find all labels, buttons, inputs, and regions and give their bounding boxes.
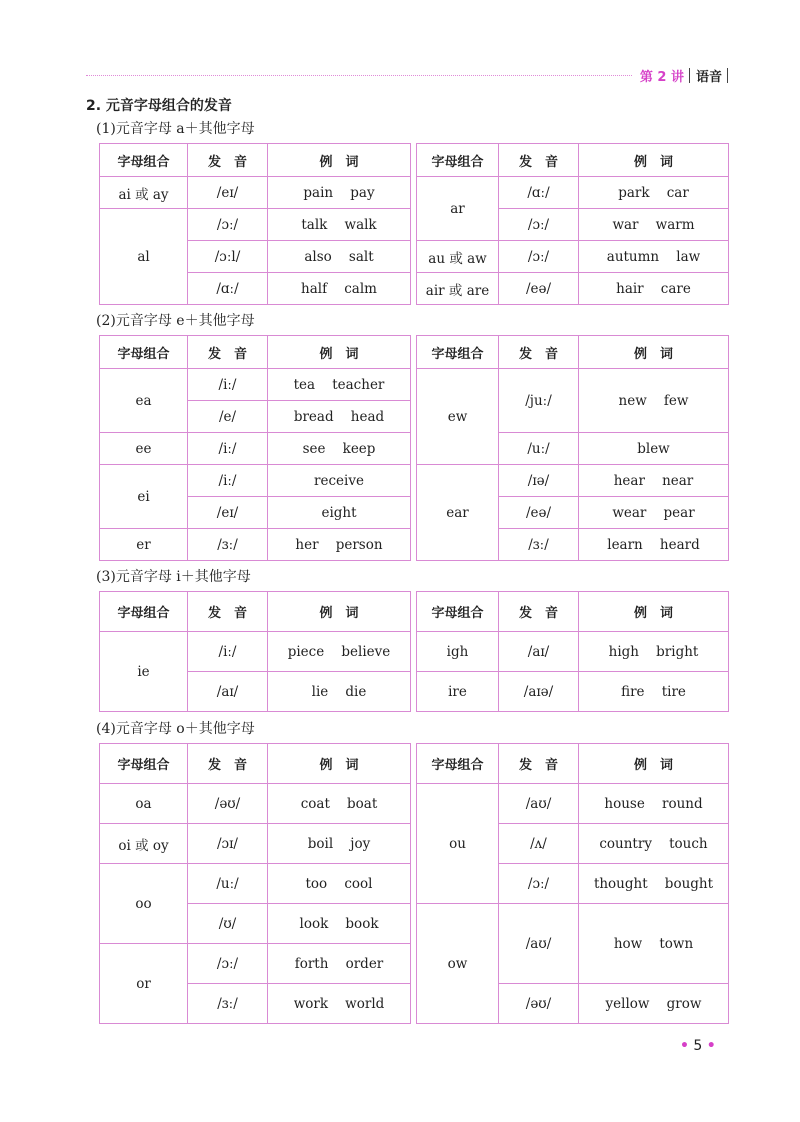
examples-cell: work world <box>268 984 411 1024</box>
examples-cell: how town <box>579 904 729 984</box>
examples-cell: receive <box>268 465 411 497</box>
subtitle-a: (1)元音字母 a＋其他字母 <box>96 121 255 137</box>
sound-cell: /ɔː/ <box>499 209 579 241</box>
sound-cell: /eə/ <box>499 273 579 305</box>
examples-cell: house round <box>579 784 729 824</box>
sound-cell: /eə/ <box>499 497 579 529</box>
header-examples: 例 词 <box>579 144 729 177</box>
sound-cell: /uː/ <box>499 433 579 465</box>
sound-cell: /əʊ/ <box>188 784 268 824</box>
combo-cell: au 或 aw <box>417 241 499 273</box>
header-combo: 字母组合 <box>417 336 499 369</box>
table-header-row <box>100 336 729 369</box>
table-i-combinations <box>99 591 729 712</box>
table-header-row <box>100 592 729 632</box>
header-examples: 例 词 <box>579 744 729 784</box>
header-combo: 字母组合 <box>100 592 188 632</box>
examples-cell: too cool <box>268 864 411 904</box>
examples-cell: hair care <box>579 273 729 305</box>
sound-cell: /aɪə/ <box>499 672 579 712</box>
examples-cell: lie die <box>268 672 411 712</box>
header-sound: 发 音 <box>499 144 579 177</box>
examples-cell: coat boat <box>268 784 411 824</box>
examples-cell: bread head <box>268 401 411 433</box>
examples-cell: country touch <box>579 824 729 864</box>
sound-cell: /iː/ <box>188 369 268 401</box>
examples-cell: eight <box>268 497 411 529</box>
sound-cell: /ɜː/ <box>499 529 579 561</box>
sound-cell: /e/ <box>188 401 268 433</box>
combo-cell: ire <box>417 672 499 712</box>
sound-cell: /ɑː/ <box>188 273 268 305</box>
examples-cell: fire tire <box>579 672 729 712</box>
sound-cell: /ɑː/ <box>499 177 579 209</box>
examples-cell: see keep <box>268 433 411 465</box>
sound-cell: /ɪə/ <box>499 465 579 497</box>
combo-cell: er <box>100 529 188 561</box>
examples-cell: boil joy <box>268 824 411 864</box>
header-examples: 例 词 <box>268 336 411 369</box>
sound-cell: /eɪ/ <box>188 497 268 529</box>
header-sound: 发 音 <box>499 744 579 784</box>
header-combo: 字母组合 <box>417 592 499 632</box>
subtitle-e: (2)元音字母 e＋其他字母 <box>96 313 255 329</box>
sound-cell: /ɜː/ <box>188 984 268 1024</box>
examples-cell: tea teacher <box>268 369 411 401</box>
header-examples: 例 词 <box>268 592 411 632</box>
examples-cell: park car <box>579 177 729 209</box>
header-sound: 发 音 <box>499 336 579 369</box>
header-divider <box>727 68 728 83</box>
combo-cell: oo <box>100 864 188 944</box>
examples-cell: pain pay <box>268 177 411 209</box>
sound-cell: /aɪ/ <box>499 632 579 672</box>
combo-cell: ew <box>417 369 499 465</box>
examples-cell: hear near <box>579 465 729 497</box>
subtitle-o: (4)元音字母 o＋其他字母 <box>96 721 255 737</box>
combo-cell: ee <box>100 433 188 465</box>
table-header-row <box>100 144 729 177</box>
header-combo: 字母组合 <box>100 744 188 784</box>
examples-cell: high bright <box>579 632 729 672</box>
header-combo: 字母组合 <box>100 336 188 369</box>
sound-cell: /ɔː/ <box>499 864 579 904</box>
sound-cell: /ʌ/ <box>499 824 579 864</box>
combo-cell: air 或 are <box>417 273 499 305</box>
table-e-combinations <box>99 335 729 561</box>
header-examples: 例 词 <box>579 336 729 369</box>
table-o-combinations <box>99 743 729 1024</box>
sound-cell: /ɜː/ <box>188 529 268 561</box>
combo-cell: oi 或 oy <box>100 824 188 864</box>
sound-cell: /iː/ <box>188 465 268 497</box>
table-a-combinations <box>99 143 729 305</box>
header-sound: 发 音 <box>499 592 579 632</box>
examples-cell: also salt <box>268 241 411 273</box>
sound-cell: /ʊ/ <box>188 904 268 944</box>
header-divider <box>689 68 690 83</box>
lecture-topic: 语音 <box>695 70 722 85</box>
sound-cell: /ɔːl/ <box>188 241 268 273</box>
sound-cell: /əʊ/ <box>499 984 579 1024</box>
combo-cell: ow <box>417 904 499 1024</box>
examples-cell: autumn law <box>579 241 729 273</box>
examples-cell: yellow grow <box>579 984 729 1024</box>
sound-cell: /ɔɪ/ <box>188 824 268 864</box>
examples-cell: piece believe <box>268 632 411 672</box>
sound-cell: /juː/ <box>499 369 579 433</box>
examples-cell: wear pear <box>579 497 729 529</box>
combo-cell: oa <box>100 784 188 824</box>
examples-cell: thought bought <box>579 864 729 904</box>
examples-cell: war warm <box>579 209 729 241</box>
header-examples: 例 词 <box>268 744 411 784</box>
sound-cell: /ɔː/ <box>499 241 579 273</box>
section-title: 2. 元音字母组合的发音 <box>86 98 232 114</box>
header-sound: 发 音 <box>188 336 268 369</box>
sound-cell: /iː/ <box>188 632 268 672</box>
combo-cell: ie <box>100 632 188 712</box>
header-examples: 例 词 <box>268 144 411 177</box>
header-examples: 例 词 <box>579 592 729 632</box>
header-combo: 字母组合 <box>417 744 499 784</box>
examples-cell: blew <box>579 433 729 465</box>
header-sound: 发 音 <box>188 744 268 784</box>
header-combo: 字母组合 <box>100 144 188 177</box>
combo-cell: al <box>100 209 188 305</box>
sound-cell: /uː/ <box>188 864 268 904</box>
header-sound: 发 音 <box>188 592 268 632</box>
subtitle-i: (3)元音字母 i＋其他字母 <box>96 569 251 585</box>
examples-cell: learn heard <box>579 529 729 561</box>
page-number <box>680 1038 716 1054</box>
header-sound: 发 音 <box>188 144 268 177</box>
combo-cell: or <box>100 944 188 1024</box>
sound-cell: /ɔː/ <box>188 944 268 984</box>
sound-cell: /aʊ/ <box>499 784 579 824</box>
examples-cell: her person <box>268 529 411 561</box>
combo-cell: ar <box>417 177 499 241</box>
examples-cell: new few <box>579 369 729 433</box>
lecture-number: 第 2 讲 <box>639 70 684 85</box>
sound-cell: /ɔː/ <box>188 209 268 241</box>
examples-cell: half calm <box>268 273 411 305</box>
examples-cell: forth order <box>268 944 411 984</box>
examples-cell: talk walk <box>268 209 411 241</box>
page-header <box>86 64 728 86</box>
combo-cell: ei <box>100 465 188 529</box>
header-dotted-rule <box>86 75 632 76</box>
bullet-icon: • <box>706 1038 716 1054</box>
table-header-row <box>100 744 729 784</box>
sound-cell: /eɪ/ <box>188 177 268 209</box>
combo-cell: ai 或 ay <box>100 177 188 209</box>
bullet-icon: • <box>680 1038 689 1054</box>
sound-cell: /aɪ/ <box>188 672 268 712</box>
sound-cell: /iː/ <box>188 433 268 465</box>
combo-cell: igh <box>417 632 499 672</box>
combo-cell: ea <box>100 369 188 433</box>
header-combo: 字母组合 <box>417 144 499 177</box>
combo-cell: ou <box>417 784 499 904</box>
combo-cell: ear <box>417 465 499 561</box>
page-number-text: 5 <box>693 1038 703 1054</box>
sound-cell: /aʊ/ <box>499 904 579 984</box>
examples-cell: look book <box>268 904 411 944</box>
